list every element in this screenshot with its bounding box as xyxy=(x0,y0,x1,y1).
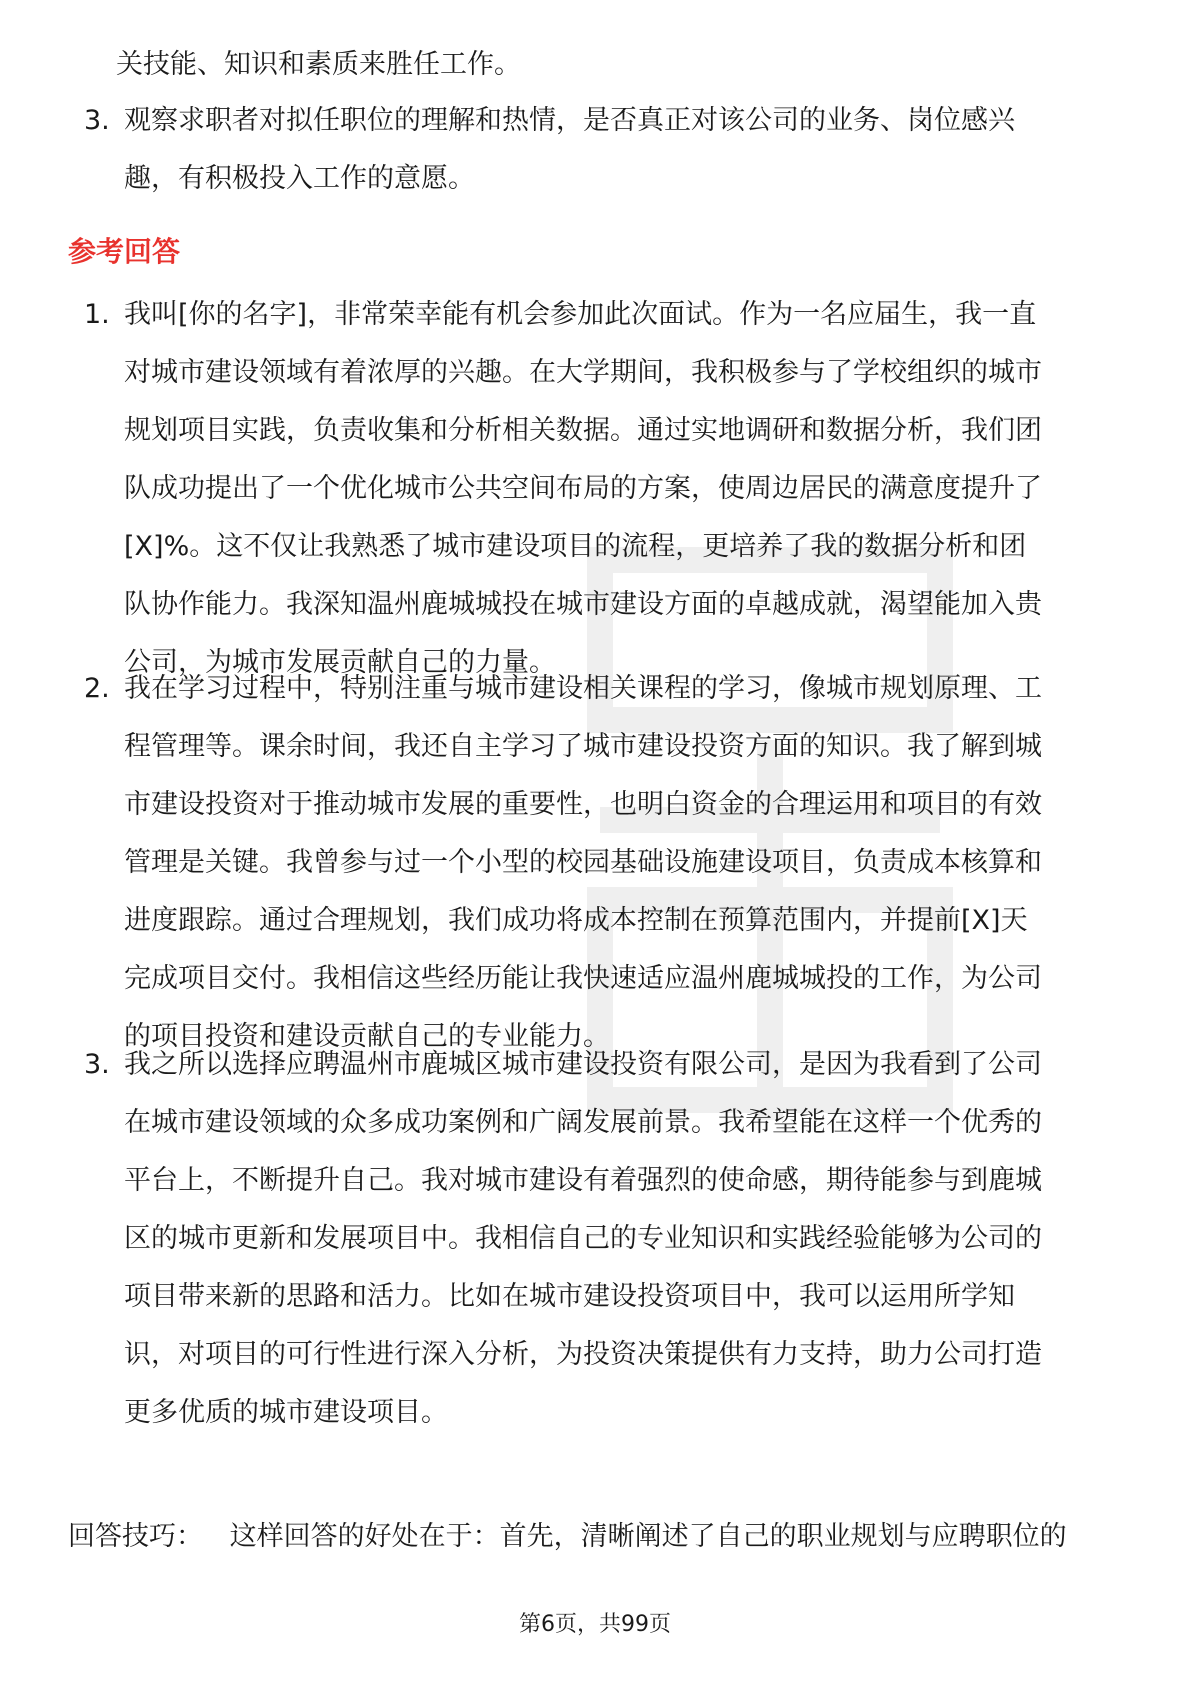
list-item-text: 我叫[你的名字]，非常荣幸能有机会参加此次面试。作为一名应届生，我一直对城市建设领域有着浓厚的兴趣。在大学期间，我积极参与了学校组织的城市规划项目实践，负责收集和分析相关数据。通过实地调研和数据分析，我们团队成功提出了一个优化城市公共空间布局的方案，使周边居民的满意度提升了[X]%。这不仅让我熟悉了城市建设项目的流程，更培养了我的数据分析和团队协作能力。我深知温州鹿城城投在城市建设方面的卓越成就，渴望能加入贵公司，为城市发展贡献自己的力量。 xyxy=(124,299,1042,678)
answer-item-3 xyxy=(68,1036,1128,1442)
tips-label: 回答技巧： xyxy=(68,1521,203,1552)
answer-item-1 xyxy=(68,286,1128,692)
tips-text: 这样回答的好处在于：首先，清晰阐述了自己的职业规划与应聘职位的 xyxy=(229,1521,1067,1552)
list-item-text: 我之所以选择应聘温州市鹿城区城市建设投资有限公司，是因为我看到了公司在城市建设领域的众多成功案例和广阔发展前景。我希望能在这样一个优秀的平台上，不断提升自己。我对城市建设有着强烈的使命感，期待能参与到鹿城区的城市更新和发展项目中。我相信自己的专业知识和实践经验能够为公司的项目带来新的思路和活力。比如在城市建设投资项目中，我可以运用所学知识，对项目的可行性进行深入分析，为投资决策提供有力支持，助力公司打造更多优质的城市建设项目。 xyxy=(124,1049,1042,1428)
list-number: 2. xyxy=(84,673,110,704)
criteria-item-3 xyxy=(68,92,1128,208)
answer-tips xyxy=(68,1508,1148,1566)
list-item-text: 我在学习过程中，特别注重与城市建设相关课程的学习，像城市规划原理、工程管理等。课余时间，我还自主学习了城市建设投资方面的知识。我了解到城市建设投资对于推动城市发展的重要性，也明白资金的合理运用和项目的有效管理是关键。我曾参与过一个小型的校园基础设施建设项目，负责成本核算和进度跟踪。通过合理规划，我们成功将成本控制在预算范围内，并提前[X]天完成项目交付。我相信这些经历能让我快速适应温州鹿城城投的工作，为公司的项目投资和建设贡献自己的专业能力。 xyxy=(124,673,1042,1052)
list-number: 1. xyxy=(84,299,110,330)
list-item-text: 观察求职者对拟任职位的理解和热情，是否真正对该公司的业务、岗位感兴趣，有积极投入工作的意愿。 xyxy=(124,105,1015,194)
answer-heading: 参考回答 xyxy=(68,235,181,268)
list-number: 3. xyxy=(84,105,110,136)
continuation-text: 关技能、知识和素质来胜任工作。 xyxy=(116,49,521,80)
list-number: 3. xyxy=(84,1049,110,1080)
page-footer: 第6页，共99页 xyxy=(519,1612,671,1637)
answer-item-2 xyxy=(68,660,1128,1066)
